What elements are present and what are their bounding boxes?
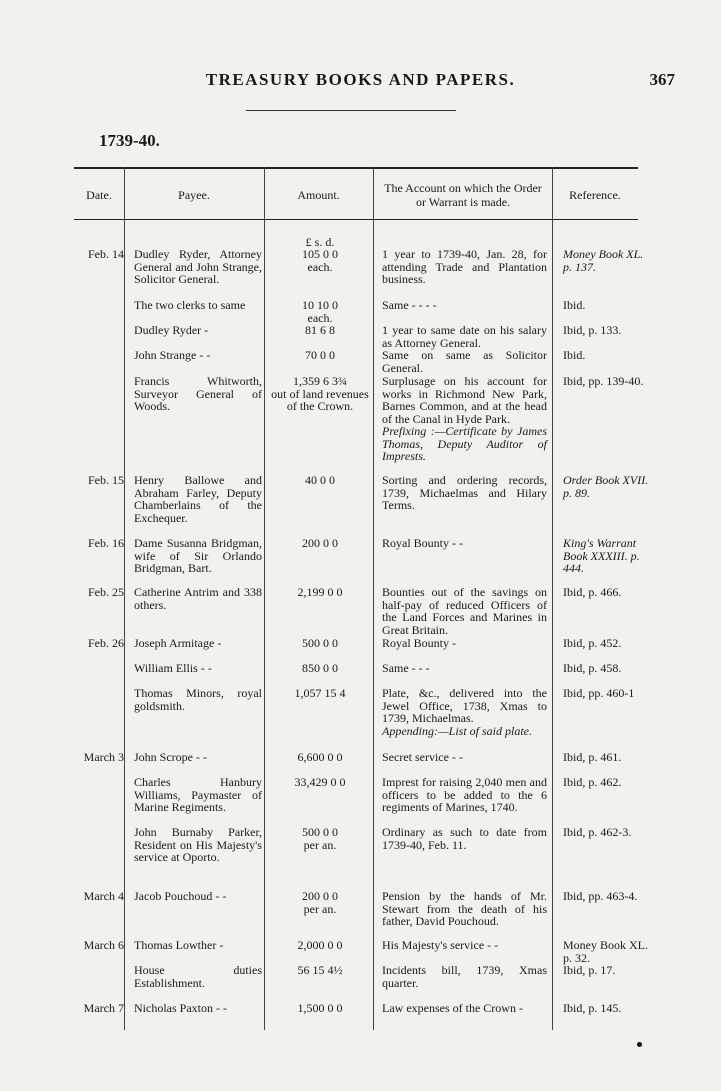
row-payee: Dame Susanna Bridgman, wife of Sir Orlando Bridgman, Bart. xyxy=(134,536,262,575)
account-text: Law expenses of the Crown - xyxy=(382,1001,523,1015)
account-text: Pension by the hands of Mr. Stewart from the death of his father, David Pouchoud. xyxy=(382,889,547,928)
row-date: Feb. 25 xyxy=(88,585,124,599)
amount-value: 81 6 8 xyxy=(305,323,335,337)
row-amount xyxy=(270,776,370,789)
row-amount xyxy=(270,890,370,915)
amount-value: 1,500 0 0 xyxy=(297,1001,343,1015)
row-amount xyxy=(270,537,370,550)
amount-note: each. xyxy=(307,310,333,325)
row-payee: Dudley Ryder, Attorney General and John Strange, Solicitor General. xyxy=(134,247,262,286)
row-reference: Ibid, p. 462-3. xyxy=(563,825,632,839)
row-amount xyxy=(270,637,370,650)
row-amount xyxy=(270,324,370,337)
amount-value: 200 0 0 xyxy=(302,536,338,550)
amount-note: per an. xyxy=(303,837,337,852)
row-account xyxy=(382,474,547,512)
row-amount xyxy=(270,687,370,700)
amount-value: 2,199 0 0 xyxy=(297,585,343,599)
row-account xyxy=(382,375,547,463)
row-amount xyxy=(270,1002,370,1015)
account-text: Plate, &c., delivered into the Jewel Office, 1738, Xmas to 1739, Michaelmas. xyxy=(382,686,547,725)
amount-value: 70 0 0 xyxy=(305,348,335,362)
ink-dot xyxy=(637,1042,642,1047)
row-reference: King's Warrant Book XXXIII. p. 444. xyxy=(563,536,640,575)
row-amount xyxy=(270,248,370,273)
row-reference: Ibid, p. 461. xyxy=(563,750,622,764)
row-payee: John Strange - - xyxy=(134,348,211,362)
row-reference: Ibid, pp. 460-1 xyxy=(563,686,635,700)
row-reference: Ibid, pp. 463-4. xyxy=(563,889,638,903)
row-date: March 6 xyxy=(83,938,124,952)
account-text: Same - - - xyxy=(382,661,430,675)
account-text: His Majesty's service - - xyxy=(382,938,499,952)
column-header-amount: Amount. xyxy=(297,187,340,202)
account-text: Ordinary as such to date from 1739-40, Feb. 11. xyxy=(382,825,547,852)
amount-note: out of land revenues of the Crown. xyxy=(271,386,369,413)
row-amount xyxy=(270,349,370,362)
account-text: Royal Bounty - - xyxy=(382,536,463,550)
account-text: Same - - - - xyxy=(382,298,437,312)
row-payee: Thomas Minors, royal goldsmith. xyxy=(134,686,262,713)
row-reference: Ibid, p. 462. xyxy=(563,775,622,789)
row-payee: Jacob Pouchoud - - xyxy=(134,889,227,903)
row-payee: Henry Ballowe and Abraham Farley, Deputy Chamberlains of the Exchequer. xyxy=(134,473,262,525)
row-date: March 4 xyxy=(83,889,124,903)
row-amount xyxy=(270,662,370,675)
amount-value: 500 0 0 xyxy=(302,636,338,650)
money-units: £ s. d. xyxy=(305,235,335,249)
account-text: Incidents bill, 1739, Xmas quarter. xyxy=(382,963,547,990)
row-date: Feb. 26 xyxy=(88,636,124,650)
account-text: Royal Bounty - xyxy=(382,636,456,650)
row-account xyxy=(382,586,547,636)
row-payee: William Ellis - - xyxy=(134,661,212,675)
row-account xyxy=(382,349,547,374)
row-account xyxy=(382,826,547,851)
amount-value: 500 0 0 xyxy=(302,825,338,839)
account-text: 1 year to same date on his salary as Attorney General. xyxy=(382,323,547,350)
column-header-date: Date. xyxy=(86,187,112,202)
account-text: 1 year to 1739-40, Jan. 28, for attending Trade and Plantation business. xyxy=(382,247,547,286)
row-account xyxy=(382,751,547,764)
amount-value: 2,000 0 0 xyxy=(297,938,343,952)
row-reference: Ibid, p. 17. xyxy=(563,963,616,977)
row-payee: Francis Whitworth, Surveyor General of Woods. xyxy=(134,374,262,413)
row-account xyxy=(382,939,547,952)
row-reference: Ibid. xyxy=(563,348,586,362)
account-text: Imprest for raising 2,040 men and officers to be added to the 6 regiments of Marines, 1740. xyxy=(382,775,547,814)
account-text: Surplusage on his account for works in Richmond New Park, Barnes Common, and at the head of the Canal in Hyde Park. xyxy=(382,374,547,426)
account-text: Sorting and ordering records, 1739, Michaelmas and Hilary Terms. xyxy=(382,473,547,512)
row-payee: Dudley Ryder - xyxy=(134,323,209,337)
amount-value: 1,057 15 4 xyxy=(294,686,346,700)
row-date: March 7 xyxy=(83,1001,124,1015)
amount-value: 6,600 0 0 xyxy=(297,750,343,764)
row-reference: Ibid, p. 458. xyxy=(563,661,622,675)
row-payee: Catherine Antrim and 338 others. xyxy=(134,585,262,612)
amount-value: 10 10 0 xyxy=(302,298,338,312)
amount-value: 850 0 0 xyxy=(302,661,338,675)
row-account xyxy=(382,687,547,737)
row-reference: Ibid, pp. 139-40. xyxy=(563,374,644,388)
row-amount xyxy=(270,474,370,487)
amount-value: 105 0 0 xyxy=(302,247,338,261)
row-date: Feb. 15 xyxy=(88,473,124,487)
row-payee: John Burnaby Parker, Resident on His Majesty's service at Oporto. xyxy=(134,825,262,864)
row-date: Feb. 14 xyxy=(88,247,124,261)
amount-value: 40 0 0 xyxy=(305,473,335,487)
row-reference: Ibid, p. 452. xyxy=(563,636,622,650)
row-date: Feb. 16 xyxy=(88,536,124,550)
column-header-account: The Account on which the Order or Warrant is made. xyxy=(384,180,542,209)
amount-note: each. xyxy=(307,259,333,274)
row-account xyxy=(382,299,547,312)
row-reference: Ibid. xyxy=(563,298,586,312)
row-amount xyxy=(270,826,370,851)
row-reference: Ibid, p. 466. xyxy=(563,585,622,599)
row-amount xyxy=(270,375,370,413)
row-account xyxy=(382,324,547,349)
row-payee: Nicholas Paxton - - xyxy=(134,1001,227,1015)
page-number: 367 xyxy=(649,70,675,89)
row-payee: The two clerks to same xyxy=(134,298,246,312)
column-header-payee: Payee. xyxy=(178,187,210,202)
row-account xyxy=(382,248,547,286)
row-account xyxy=(382,776,547,814)
amount-value: 56 15 4½ xyxy=(297,963,343,977)
row-reference: Money Book XL. p. 137. xyxy=(563,247,644,274)
row-payee: House duties Establishment. xyxy=(134,963,262,990)
row-amount xyxy=(270,939,370,952)
row-account xyxy=(382,964,547,989)
column-header-reference: Reference. xyxy=(569,187,621,202)
row-reference: Money Book XL. p. 32. xyxy=(563,938,648,965)
account-text: Bounties out of the savings on half-pay of reduced Officers of the Land Forces and Marines in Great Britain. xyxy=(382,585,547,637)
row-payee: Charles Hanbury Williams, Paymaster of Marine Regiments. xyxy=(134,775,262,814)
row-reference: Ibid, p. 145. xyxy=(563,1001,622,1015)
amount-value: 200 0 0 xyxy=(302,889,338,903)
amount-note: per an. xyxy=(303,901,337,916)
row-amount xyxy=(270,964,370,977)
row-amount xyxy=(270,299,370,324)
row-reference: Ibid, p. 133. xyxy=(563,323,622,337)
row-account xyxy=(382,537,547,550)
row-amount xyxy=(270,751,370,764)
row-payee: Thomas Lowther - xyxy=(134,938,224,952)
row-account xyxy=(382,662,547,675)
row-account xyxy=(382,637,547,650)
account-text: Same on same as Solicitor General. xyxy=(382,348,547,375)
year-heading: 1739-40. xyxy=(99,131,160,150)
row-account xyxy=(382,1002,547,1015)
running-title: TREASURY BOOKS AND PAPERS. xyxy=(205,70,516,89)
row-date: March 3 xyxy=(83,750,124,764)
row-amount xyxy=(270,586,370,599)
row-reference: Order Book XVII. p. 89. xyxy=(563,473,649,500)
row-payee: John Scrope - - xyxy=(134,750,207,764)
row-account xyxy=(382,890,547,928)
amount-value: 1,359 6 3¾ xyxy=(293,374,347,388)
row-payee: Joseph Armitage - xyxy=(134,636,222,650)
account-appendix: Appending:—List of said plate. xyxy=(382,723,532,738)
account-appendix: Prefixing :—Certificate by James Thomas, Deputy Auditor of Imprests. xyxy=(382,424,547,463)
amount-value: 33,429 0 0 xyxy=(294,775,346,789)
account-text: Secret service - - xyxy=(382,750,463,764)
